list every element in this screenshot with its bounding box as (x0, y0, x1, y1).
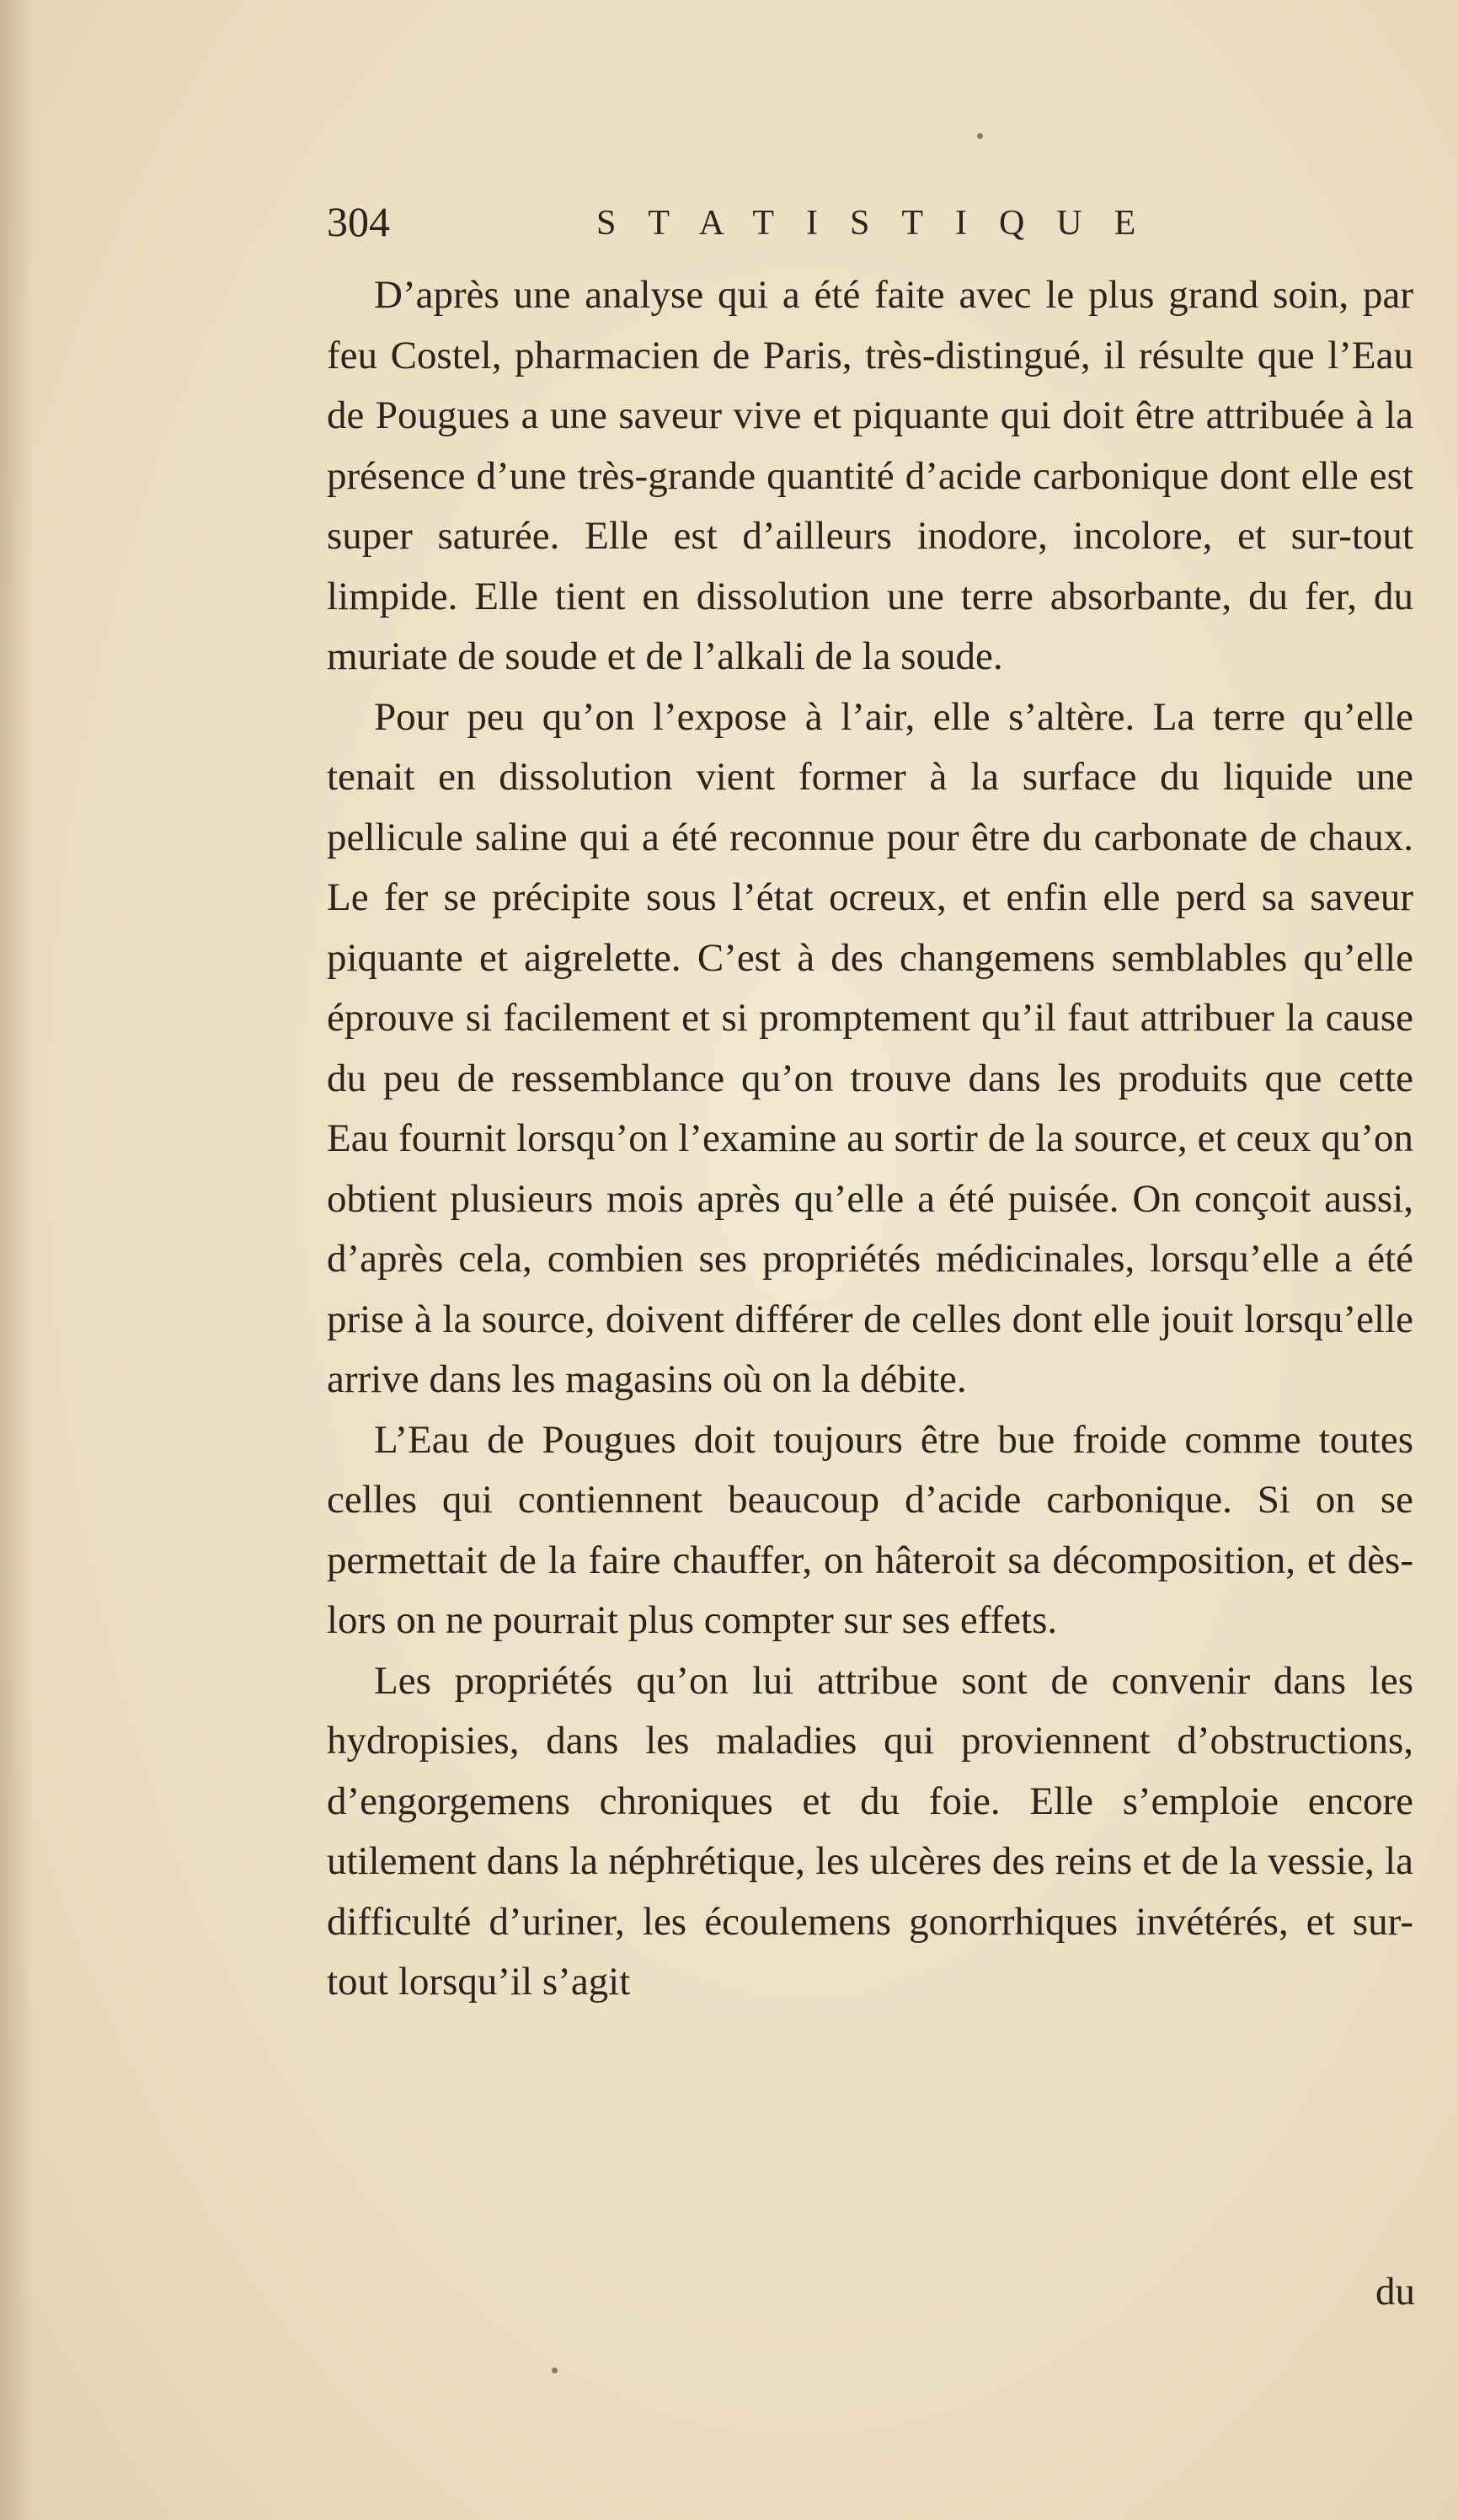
catchword: du (1375, 2270, 1415, 2314)
paragraph-2: Pour peu qu’on l’expose à l’air, elle s’altère. La terre qu’elle tenait en dissolution vient former à la surface du liquide une pellicule saline qui a été reconnue pour être du carbonate de chaux. Le fer se précipite sous l’état ocreux, et enfin elle perd sa saveur piquante et aigrelette. C’est à des changemens semblables qu’elle éprouve si facilement et si promptement qu’il faut attribuer la cause du peu de ressemblance qu’on trouve dans les produits que cette Eau fournit lorsqu’on l’examine au sortir de la source, et ceux qu’on obtient plusieurs mois après qu’elle a été puisée. On conçoit aussi, d’après cela, combien ses propriétés médicinales, lorsqu’elle a été prise à la source, doivent différer de celles dont elle jouit lorsqu’elle arrive dans les magasins où on la débite. (327, 694, 1413, 1401)
ink-speck (977, 133, 983, 139)
ink-speck (552, 2368, 558, 2373)
running-title: STATISTIQUE (596, 204, 1168, 243)
page-number: 304 (327, 198, 390, 245)
paragraph-1: D’après une analyse qui a été faite avec le plus grand soin, par feu Costel, pharmacien de Paris, très-distingué, il résulte que l’Eau de Pougues a une saveur vive et piquante qui doit être attribuée à la présence d’une très-grande quantité d’acide carbonique dont elle est super saturée. Elle est d’ailleurs inodore, incolore, et sur-tout limpide. Elle tient en dissolution une terre absorbante, du fer, du muriate de soude et de l’alkali de la soude. (327, 273, 1413, 678)
paragraph-3: L’Eau de Pougues doit toujours être bue froide comme toutes celles qui contiennent beaucoup d’acide carbonique. Si on se permettait de la faire chauffer, on hâteroit sa décomposition, et dès-lors on ne pourrait plus compter sur ses effets. (327, 1417, 1413, 1642)
page-header (327, 192, 1422, 259)
body-text (327, 265, 1413, 2321)
binding-shadow (0, 0, 34, 2520)
paragraph-4: Les propriétés qu’on lui attribue sont de convenir dans les hydropisies, dans les maladies qui proviennent d’obstructions, d’engorgemens chroniques et du foie. Elle s’emploie encore utilement dans la néphrétique, les ulcères des reins et de la vessie, la difficulté d’uriner, les écoulemens gonorrhiques invétérés, et sur-tout lorsqu’il s’agit (327, 1658, 1413, 2004)
